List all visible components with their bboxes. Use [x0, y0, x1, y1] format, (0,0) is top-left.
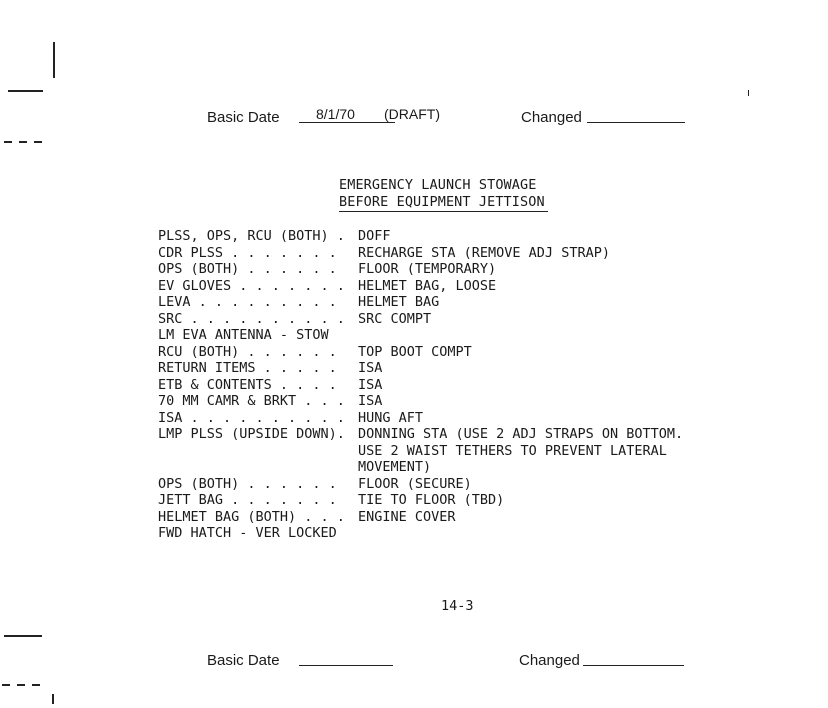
item-name: JETT BAG . . . . . . .: [158, 492, 337, 508]
margin-dash-4: [2, 684, 10, 686]
stow-location: DOFF: [358, 228, 391, 244]
item-name: PLSS, OPS, RCU (BOTH) .: [158, 228, 345, 244]
title-line-1: EMERGENCY LAUNCH STOWAGE: [339, 177, 537, 193]
header-basic-date-value: 8/1/70: [316, 106, 355, 122]
stow-location: RECHARGE STA (REMOVE ADJ STRAP): [358, 244, 610, 261]
stow-location: FLOOR (SECURE): [358, 475, 472, 492]
stow-location: SRC COMPT: [358, 310, 432, 327]
margin-speck-right: [748, 90, 749, 96]
header-changed-label: Changed: [521, 109, 582, 126]
stow-location: FLOOR (TEMPORARY): [358, 261, 497, 277]
item-name: SRC . . . . . . . . . .: [158, 310, 345, 327]
item-name: LMP PLSS (UPSIDE DOWN).: [158, 426, 345, 442]
title-underline: [339, 211, 548, 212]
header-basic-date-underline: [299, 122, 395, 123]
margin-dash-5: [17, 684, 25, 686]
header-changed-underline: [587, 122, 685, 123]
page-number: 14-3: [441, 598, 474, 614]
stow-location: TIE TO FLOOR (TBD): [358, 492, 505, 508]
stow-location: DONNING STA (USE 2 ADJ STRAPS ON BOTTOM.: [358, 426, 684, 442]
margin-line-top: [8, 90, 43, 92]
header-draft-note: (DRAFT): [384, 106, 440, 122]
item-name: HELMET BAG (BOTH) . . .: [158, 508, 345, 525]
stow-location: HELMET BAG: [358, 294, 440, 310]
item-name: LEVA . . . . . . . . .: [158, 294, 337, 310]
stow-location: ISA: [358, 360, 383, 376]
item-name: FWD HATCH - VER LOCKED: [158, 525, 337, 541]
stow-location: MOVEMENT): [358, 459, 432, 475]
margin-bar-top: [53, 42, 55, 78]
item-name: RCU (BOTH) . . . . . .: [158, 343, 337, 360]
margin-line-bottom: [4, 635, 42, 637]
stow-location: USE 2 WAIST TETHERS TO PREVENT LATERAL: [358, 442, 667, 459]
title-line-2: BEFORE EQUIPMENT JETTISON: [339, 194, 545, 210]
item-name: LM EVA ANTENNA - STOW: [158, 327, 329, 343]
footer-changed-label: Changed: [519, 652, 580, 669]
item-name: OPS (BOTH) . . . . . .: [158, 475, 337, 492]
margin-tick-bottom: [52, 694, 54, 704]
footer-basic-date-label: Basic Date: [207, 652, 280, 669]
item-name: ISA . . . . . . . . . .: [158, 409, 345, 426]
stow-location: ENGINE COVER: [358, 508, 456, 525]
margin-dash-2: [19, 141, 27, 143]
item-name: ETB & CONTENTS . . . .: [158, 376, 337, 393]
item-name: EV GLOVES . . . . . . .: [158, 277, 345, 294]
item-name: 70 MM CAMR & BRKT . . .: [158, 393, 345, 409]
stow-location: HELMET BAG, LOOSE: [358, 277, 497, 294]
footer-basic-date-underline: [299, 665, 393, 666]
margin-dash-3: [34, 141, 42, 143]
margin-dash-6: [32, 684, 40, 686]
stow-location: ISA: [358, 376, 383, 393]
item-name: RETURN ITEMS . . . . .: [158, 360, 337, 376]
stow-location: TOP BOOT COMPT: [358, 343, 472, 360]
header-basic-date-label: Basic Date: [207, 109, 280, 126]
footer-changed-underline: [583, 665, 684, 666]
margin-dash-1: [4, 141, 12, 143]
stow-location: ISA: [358, 393, 383, 409]
item-name: OPS (BOTH) . . . . . .: [158, 261, 337, 277]
item-name: CDR PLSS . . . . . . .: [158, 244, 337, 261]
stow-location: HUNG AFT: [358, 409, 424, 426]
